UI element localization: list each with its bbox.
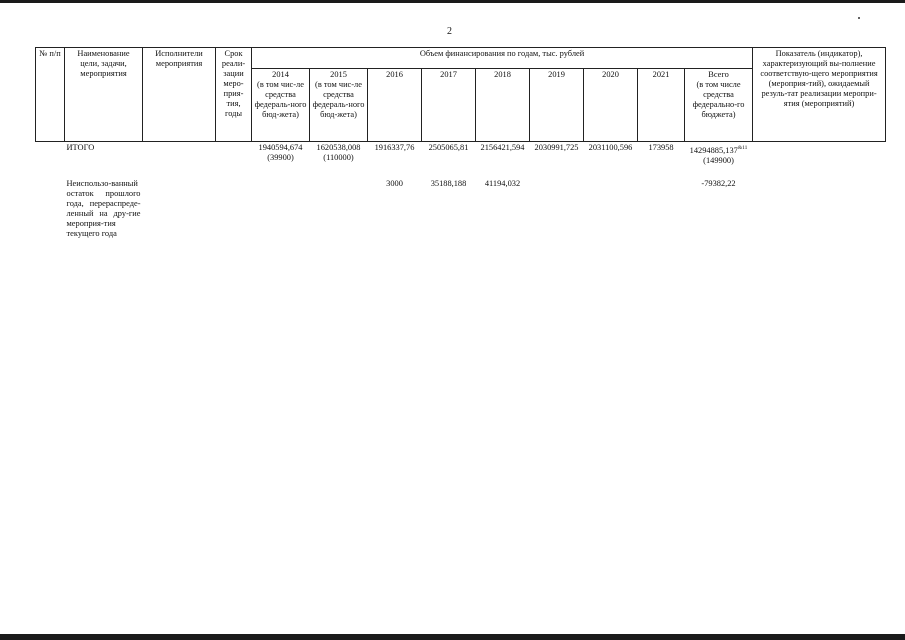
top-border	[0, 0, 905, 3]
cell-2017: 35188,188	[430, 178, 467, 188]
header-year-2019: 2019	[530, 69, 584, 142]
bottom-border	[0, 634, 905, 640]
scan-speck	[858, 17, 860, 19]
header-name: Наименование цели, задачи, мероприятия	[65, 48, 143, 142]
cell-2017: 2505065,81	[428, 143, 469, 152]
cell-2015: 1620538,008 (110000)	[316, 143, 361, 162]
header-year-2018: 2018	[476, 69, 530, 142]
header-funding-group: Объем финансирования по годам, тыс. рублей	[252, 48, 753, 69]
cell-2018: 2156421,594	[480, 143, 525, 152]
cell-2014: 1940594,674 (39900)	[258, 143, 303, 162]
header-year-2014: 2014 (в том чис-ле средства федераль-ного бюд-жета)	[252, 69, 310, 142]
header-year-2017: 2017	[422, 69, 476, 142]
cell-2020: 2031100,596	[588, 143, 633, 152]
table-row-unused-balance	[36, 178, 886, 278]
cell-2016: 1916337,76	[374, 143, 415, 152]
cell-2018: 41194,032	[484, 178, 521, 188]
header-indicator: Показатель (индикатор), характеризующий вы-полнение соответствую-щего мероприятия (мероприя-тий), ожидаемый резуль-тат реализации меропри-ятия (мероприятий)	[753, 48, 886, 142]
header-year-2015: 2015 (в том чис-ле средства федераль-ного бюд-жета)	[310, 69, 368, 142]
cell-total: $14294885,137^{\&11}$ (149900)	[689, 145, 748, 165]
header-year-2021: 2021	[638, 69, 685, 142]
cell-2019: 2030991,725	[534, 143, 579, 152]
header-num: № п/п	[36, 48, 65, 142]
table-row-total	[36, 142, 886, 178]
header-year-2020: 2020	[584, 69, 638, 142]
header-executors: Исполнители мероприятия	[143, 48, 216, 142]
footnote-mark: &11	[737, 145, 748, 151]
page-number: 2	[447, 26, 452, 37]
row-label: Неиспользо-ванный остаток прошлого года, перераспреде-ленный на дру-гие мероприя-тия текущего года	[66, 178, 141, 238]
funding-table	[35, 47, 886, 278]
header-total: Всего (в том числе средства федерально-го бюджета)	[685, 69, 753, 142]
row-label: ИТОГО	[66, 143, 95, 152]
cell-total: -79382,22	[701, 178, 736, 188]
cell-2021: 173958	[648, 143, 674, 152]
header-year-2016: 2016	[368, 69, 422, 142]
header-term: Срок реали-зации меро-прия-тия, годы	[216, 48, 252, 142]
cell-2016: 3000	[386, 178, 403, 188]
